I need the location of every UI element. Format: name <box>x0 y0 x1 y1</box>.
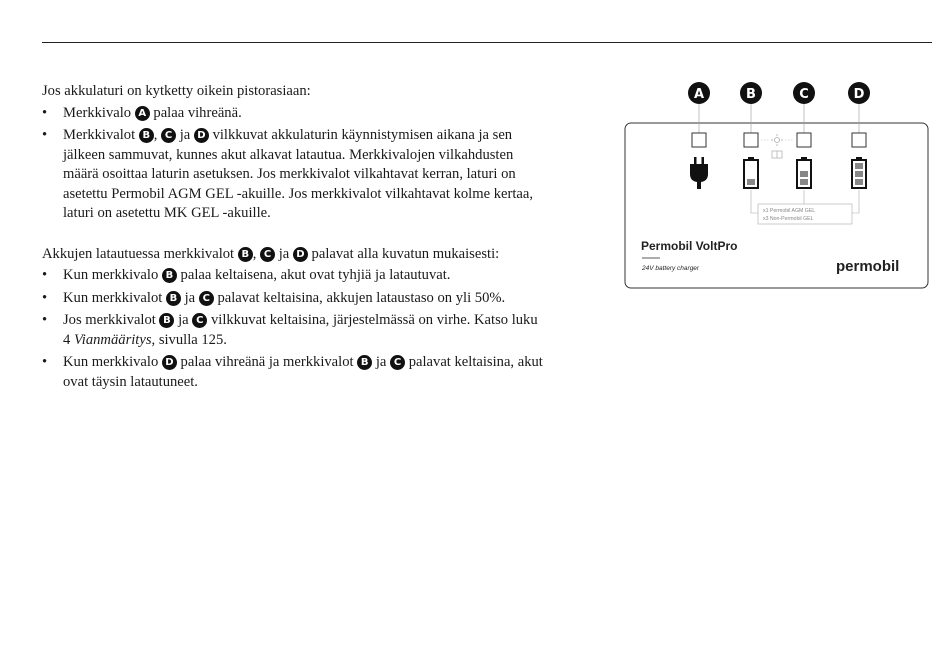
product-subtitle: 24V battery charger <box>642 265 700 272</box>
ref-d-icon: D <box>194 128 209 143</box>
svg-text:B: B <box>746 87 756 102</box>
ref-c-icon: C <box>260 247 275 262</box>
legend-line-1: x1 Permobil AGM GEL <box>763 208 816 214</box>
ref-c-icon: C <box>161 128 176 143</box>
svg-text:C: C <box>799 87 809 102</box>
product-name: Permobil VoltPro <box>641 239 738 253</box>
led-c <box>797 133 811 147</box>
list-item: • Kun merkkivalo B palaa keltaisena, akut ovat tyhjiä ja latautuvat. <box>42 266 547 286</box>
ref-c-icon: C <box>199 291 214 306</box>
led-b <box>744 133 758 147</box>
ref-b-icon: B <box>166 291 181 306</box>
intro-text: Jos akkulaturi on kytketty oikein pistorasiaan: <box>42 83 311 99</box>
callout-c <box>793 82 815 104</box>
header-rule <box>42 42 932 43</box>
permobil-logo: permobil <box>836 258 900 275</box>
list-item: • Jos merkkivalot B ja C vilkkuvat keltaisina, järjestelmässä on virhe. Katso luku 4 Vianmääritys, sivulla 125. <box>42 311 547 350</box>
callout-d <box>848 82 870 104</box>
ref-b-icon: B <box>238 247 253 262</box>
callout-a <box>688 82 710 104</box>
ref-b-icon: B <box>357 355 372 370</box>
svg-text:D: D <box>853 87 865 102</box>
ref-b-icon: B <box>139 128 154 143</box>
charging-intro: Akkujen latautuessa merkkivalot B , C ja D palavat alla kuvatun mukaisesti: <box>42 245 500 262</box>
list-item: • Kun merkkivalo D palaa vihreänä ja merkkivalot B ja C palavat keltaisina, akut ovat täysin latautuneet. <box>42 353 547 392</box>
battery-medium-icon <box>797 157 811 188</box>
ref-a-icon: A <box>135 106 150 121</box>
ref-c-icon: C <box>390 355 405 370</box>
battery-full-icon <box>852 157 866 188</box>
led-a <box>692 133 706 147</box>
ref-c-icon: C <box>192 313 207 328</box>
chapter-link-text: Vianmääritys <box>73 331 152 348</box>
connection-list <box>42 104 547 224</box>
battery-low-icon <box>744 157 758 188</box>
charging-list <box>42 266 547 392</box>
legend-line-2: x3 Non-Permobil GEL <box>763 216 814 222</box>
list-item: • Kun merkkivalot B ja C palavat keltaisina, akkujen lataustaso on yli 50%. <box>42 289 547 309</box>
ref-d-icon: D <box>293 247 308 262</box>
list-item: • Merkkivalot B , C ja D vilkkuvat akkulaturin käynnistymisen aikana ja sen jälkeen sammuvat, kunnes akut alkavat latautua. Merkkivalojen vilkahdusten määrä osoittaa laturin asetuksen. Jos merkkivalot vilkahtavat kerran, laturi on asetettu Permobil AGM GEL -akuille. Jos merkkivalot vilkahtavat kolme kertaa, laturi on asetettu MK GEL -akuille. <box>42 126 547 224</box>
instructions-text <box>42 82 547 395</box>
callout-b <box>740 82 762 104</box>
led-d <box>852 133 866 147</box>
ref-b-icon: B <box>162 268 177 283</box>
ref-d-icon: D <box>162 355 177 370</box>
ref-b-icon: B <box>159 313 174 328</box>
svg-text:A: A <box>693 87 705 102</box>
list-item: • Merkkivalo A palaa vihreänä. <box>42 104 547 124</box>
charger-illustration <box>620 78 932 293</box>
